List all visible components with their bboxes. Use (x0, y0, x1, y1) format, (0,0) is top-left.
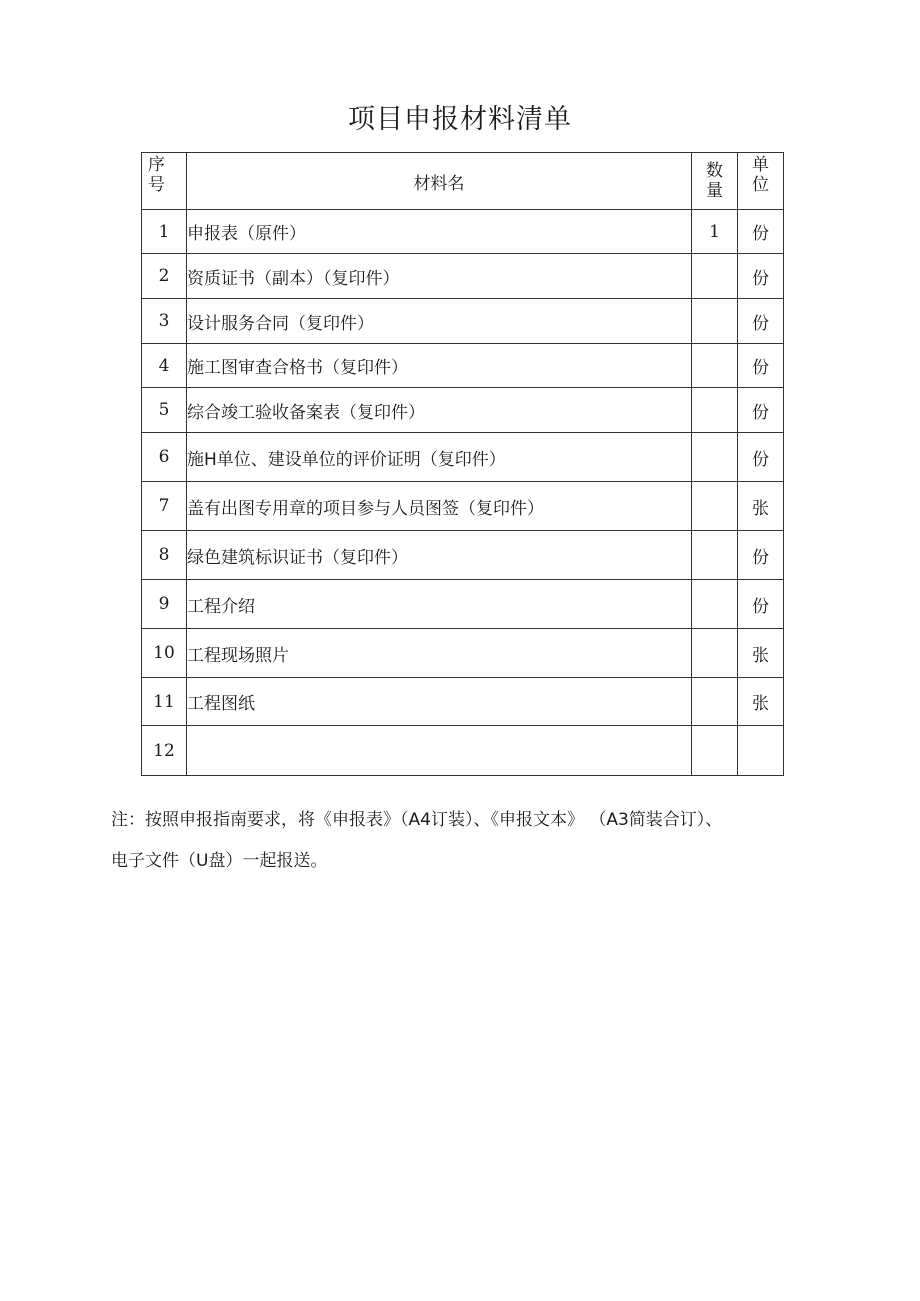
row-quantity: 1 (692, 210, 738, 254)
row-unit: 份 (738, 531, 784, 580)
materials-table (141, 152, 784, 776)
row-unit: 张 (738, 678, 784, 726)
header-quantity-line2: 量 (706, 181, 723, 201)
row-quantity (692, 482, 738, 531)
header-unit-line2: 位 (752, 175, 769, 195)
header-quantity-line1: 数 (706, 161, 723, 181)
table-row (142, 254, 784, 299)
row-material-name: 工程图纸 (187, 678, 692, 726)
row-number: 11 (142, 678, 187, 726)
header-serial-line2: 号 (148, 175, 165, 195)
row-unit (738, 726, 784, 776)
table-row (142, 299, 784, 344)
row-quantity (692, 678, 738, 726)
row-quantity (692, 388, 738, 433)
row-number: 4 (142, 344, 187, 388)
table-row (142, 482, 784, 531)
row-number: 9 (142, 580, 187, 629)
row-material-name: 盖有出图专用章的项目参与人员图签（复印件） (187, 482, 692, 531)
row-material-name: 施H单位、建设单位的评价证明（复印件） (187, 433, 692, 482)
row-number: 10 (142, 629, 187, 678)
row-material-name: 施工图审查合格书（复印件） (187, 344, 692, 388)
row-material-name (187, 726, 692, 776)
row-number: 6 (142, 433, 187, 482)
header-serial-line1: 序 (148, 155, 165, 175)
table-row (142, 388, 784, 433)
row-unit: 张 (738, 482, 784, 531)
row-number: 3 (142, 299, 187, 344)
row-material-name: 设计服务合同（复印件） (187, 299, 692, 344)
row-unit: 份 (738, 388, 784, 433)
row-unit: 张 (738, 629, 784, 678)
table-row (142, 629, 784, 678)
header-quantity (692, 153, 738, 210)
row-unit: 份 (738, 433, 784, 482)
row-number: 8 (142, 531, 187, 580)
row-material-name: 工程介绍 (187, 580, 692, 629)
footnote-line-1: 注：按照申报指南要求，将《申报表》（A4订装）、《申报文本》 （A3简装合订）、 (111, 810, 723, 830)
row-quantity (692, 726, 738, 776)
row-material-name: 工程现场照片 (187, 629, 692, 678)
row-unit: 份 (738, 210, 784, 254)
table-row (142, 678, 784, 726)
row-unit: 份 (738, 254, 784, 299)
row-quantity (692, 580, 738, 629)
header-unit-line1: 单 (752, 155, 769, 175)
row-number: 2 (142, 254, 187, 299)
table-row (142, 210, 784, 254)
footnote (111, 800, 831, 882)
row-quantity (692, 629, 738, 678)
table-row (142, 433, 784, 482)
row-unit: 份 (738, 344, 784, 388)
row-material-name: 综合竣工验收备案表（复印件） (187, 388, 692, 433)
row-unit: 份 (738, 580, 784, 629)
row-number: 7 (142, 482, 187, 531)
table-row (142, 726, 784, 776)
document-title: 项目申报材料清单 (348, 104, 572, 135)
table-header-row (142, 153, 784, 210)
row-number: 12 (142, 726, 187, 776)
row-quantity (692, 433, 738, 482)
row-material-name: 资质证书（副本）（复印件） (187, 254, 692, 299)
row-material-name: 绿色建筑标识证书（复印件） (187, 531, 692, 580)
row-quantity (692, 299, 738, 344)
row-material-name: 申报表（原件） (187, 210, 692, 254)
row-unit: 份 (738, 299, 784, 344)
table-row (142, 580, 784, 629)
row-quantity (692, 254, 738, 299)
footnote-line-2: 电子文件（U盘）一起报送。 (111, 851, 328, 871)
row-quantity (692, 344, 738, 388)
row-quantity (692, 531, 738, 580)
row-number: 1 (142, 210, 187, 254)
header-material-name: 材料名 (187, 153, 692, 210)
header-serial-number (142, 153, 187, 210)
table-row (142, 344, 784, 388)
header-unit (738, 153, 784, 210)
table-row (142, 531, 784, 580)
row-number: 5 (142, 388, 187, 433)
